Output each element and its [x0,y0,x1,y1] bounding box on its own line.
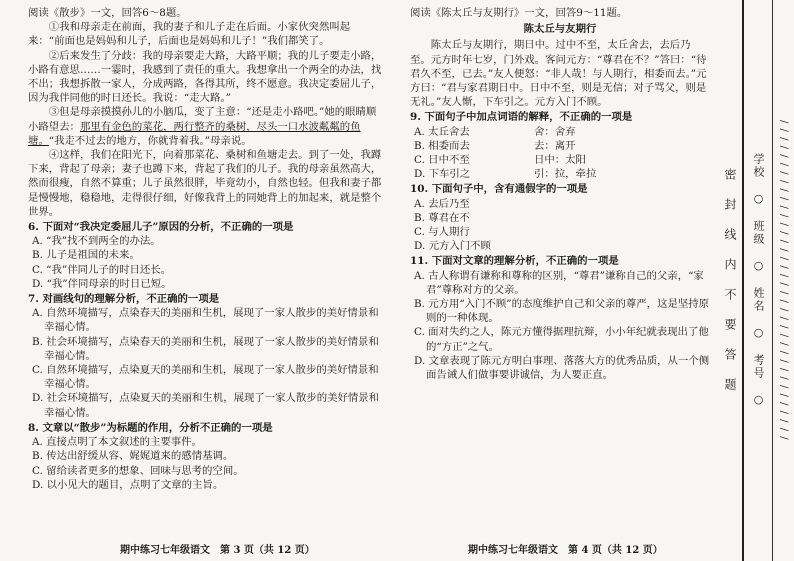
question-10-option-c: C. 与人期行 [414,226,470,239]
question-8-option-d: D. 以小见大的题目，点明了文章的主旨。 [32,478,224,491]
passage-paragraph-3 [28,105,383,148]
question-9-option-c [410,153,710,167]
option-text: C. 日中不至 [414,154,470,167]
page-footer-left: 期中练习七年级语文 第 3 页（共 12 页） [120,545,315,556]
question-9-option-d [410,167,710,181]
question-9-option-a [410,125,710,139]
question-7-option-a: A. 自然环境描写，点染春天的美丽和生机，展现了一家人散步的美好情景和幸福心情。 [32,307,379,334]
question-7-option-c: C. 自然环境描写，点染夏天的美丽和生机，展现了一家人散步的美好情景和幸福心情。 [32,364,379,391]
passage-paragraph-2: ②后来发生了分歧：我的母亲要走大路，大路平顺；我的儿子要走小路，小路有意思……一霎时，我感到了责任的重大。我想拿出一个两全的办法，找不出；我想拆散一家人，分成两路，各得其所，终不愿意。我决定委屈儿子，因为我伴同他的时日还长。我说：“走大路。” [28,49,382,105]
student-info-strip: 学校 ○ 班级 ○ 姓名 ○ 考号 ○ [752,153,765,408]
question-8: 8. 文章以“散步”为标题的作用，分析不正确的一项是 [28,421,273,434]
question-6: 6. 下面对“我决定委屈儿子”原因的分析，不正确的一项是 [28,221,294,234]
right-column [410,6,710,382]
passage-paragraph-4: ④这样，我们在阳光下，向着那菜花、桑树和鱼塘走去。到了一处，我蹲下来，背起了母亲；妻子也蹲下来，背起了我们的儿子。我的母亲虽然高大，然而很瘦，自然不算重；儿子虽然很胖，毕竟幼小，自然也轻。但我和妻子都是慢慢地，稳稳地，走得很仔细，好像我背上的同她背上的加起来，就是整个世界。 [28,149,382,218]
question-8-option-a: A. 直接点明了本文叙述的主要事件。 [32,436,202,449]
question-7: 7. 对画线句的理解分析，不正确的一项是 [28,293,220,306]
question-11-option-d: D. 文章表现了陈元方明白事理、落落大方的优秀品质，从一个侧面告诫人们做事要讲诚信，为人要正直。 [414,354,710,382]
question-10-option-d: D. 元方入门不顾 [414,240,491,253]
classical-passage: 陈太丘与友期行，期日中。过中不至，太丘舍去，去后乃至。元方时年七岁，门外戏。客问元方：“尊君在不？”答曰：“待君久不至，已去。”友人便怒：“非人哉！与人期行，相委而去。”元方曰：“君与家君期日中。日中不至，则是无信；对子骂父，则是无礼。”友人惭，下车引之。元方入门不顾。 [410,39,707,109]
option-gloss: 引：拉，牵拉 [534,168,597,181]
option-text: D. 下车引之 [414,168,471,181]
paragraph-3-tail: “我走不过去的地方，你就背着我。”母亲说。 [48,134,252,147]
reading-intro-right: 阅读《陈太丘与友期行》一文，回答9～11题。 [410,7,628,19]
passage-paragraph-1: ①我和母亲走在前面，我的妻子和儿子走在后面。小家伙突然叫起来：“前面也是妈妈和儿子，后面也是妈妈和儿子！”我们都笑了。 [28,21,351,48]
question-7-option-b: B. 社会环境描写，点染春天的美丽和生机，展现了一家人散步的美好情景和幸福心情。 [32,335,379,362]
question-6-option-b: B. 儿子是祖国的未来。 [32,249,140,262]
binding-hatch-strip: / / / / / / / / / / / / / / / / / / / / / / / / / / / / / / / / / / / / / / [778,120,789,441]
passage-title: 陈太丘与友期行 [523,23,597,36]
question-9-option-b [410,139,710,153]
left-column [28,6,383,492]
question-6-option-c: C. “我”伴同儿子的时日还长。 [32,263,172,276]
paragraph-3-lead: ③但是母亲摸摸孙儿的小脑瓜，变了主意：“还是走小路吧。”她的眼睛顺小路望去： [28,106,377,133]
question-6-option-d: D. “我”伴同母亲的时日已短。 [32,277,172,290]
question-11: 11. 下面对文章的理解分析，不正确的一项是 [410,255,619,268]
question-10: 10. 下面句子中，含有通假字的一项是 [410,183,588,196]
question-8-option-c: C. 留给读者更多的想象、回味与思考的空间。 [32,464,244,477]
question-10-option-a: A. 去后乃至 [414,197,470,210]
option-gloss: 去：离开 [534,139,576,152]
seal-warning-text: 密 封 线 内 不 要 答 题 [723,168,737,393]
question-8-option-b: B. 传达出舒缓从容、娓娓道来的感情基调。 [32,450,234,463]
question-10-option-b: B. 尊君在不 [414,211,470,224]
option-text: B. 相委而去 [414,139,470,152]
page-footer-right: 期中练习七年级语文 第 4 页（共 12 页） [468,545,663,556]
question-7-option-d: D. 社会环境描写，点染夏天的美丽和生机，展现了一家人散步的美好情景和幸福心情。 [32,392,380,419]
question-11-option-c: C. 面对失约之人，陈元方懂得据理抗辩，小小年纪就表现出了他的“方正”之气。 [414,326,709,353]
question-11-option-b: B. 元方用“入门不顾”的态度维护自己和父亲的尊严，这是坚持原则的一种体现。 [414,298,710,325]
option-text: A. 太丘舍去 [414,125,470,138]
binding-line [772,0,773,561]
option-gloss: 日中：太阳 [534,154,586,167]
question-6-option-a: A. “我”找不到两全的办法。 [32,235,161,248]
question-9: 9. 下面句子中加点词语的解释，不正确的一项是 [410,111,633,124]
underlined-sentence: 那里有金色的菜花，两行整齐的桑树，尽头一口水波粼粼的鱼塘。 [28,120,361,147]
question-11-option-a: A. 古人称谓有谦称和尊称的区别，“尊君”谦称自己的父亲，“家君”尊称对方的父亲。 [414,269,704,296]
option-gloss: 舍：舍弃 [534,125,576,138]
reading-intro-left: 阅读《散步》一文，回答6～8题。 [28,7,187,19]
